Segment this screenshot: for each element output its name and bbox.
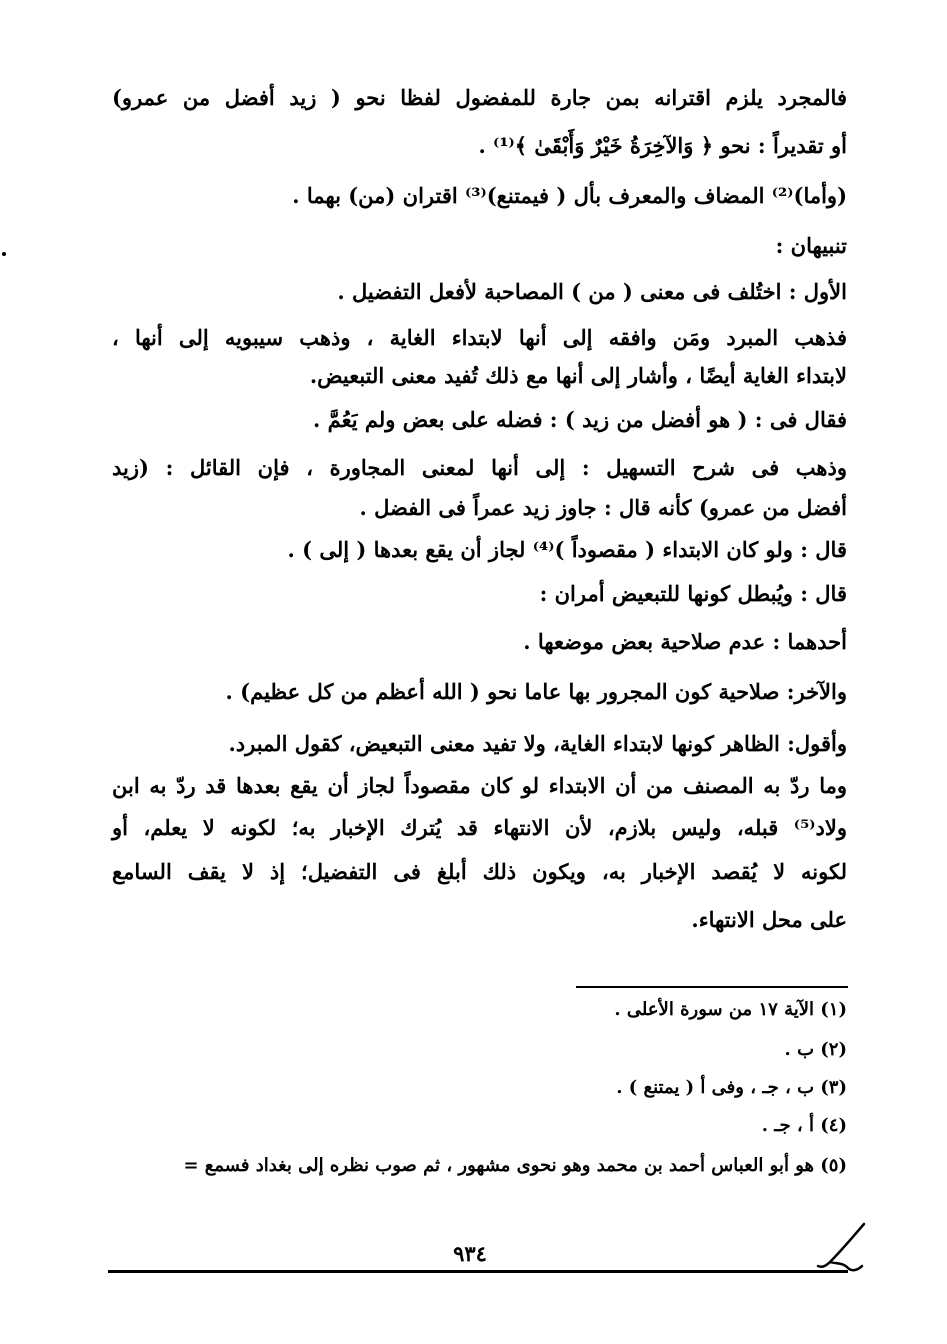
footnote: (٥) هو أبو العباس أحمد بن محمد وهو نحوى مشهور ، ثم صوب نظره إلى بغداد فسمع = — [183, 1155, 847, 1176]
body-line: فالمجرد يلزم اقترانه بمن جارة للمفضول لفظا نحو ( زيد أفضل من عمرو) — [112, 85, 847, 110]
body-line: (وأما)⁽²⁾ المضاف والمعرف بأل ( فيمتنع)⁽³⁾ اقتران (من) بهما . — [292, 183, 847, 208]
footnote: (٣) ب ، جـ ، وفى أ ( يمتنع ) . — [616, 1077, 847, 1098]
body-line: وذهب فى شرح التسهيل : إلى أنها لمعنى المجاورة ، فإن القائل : (زيد — [112, 455, 847, 480]
body-line: لكونه لا يُقصد الإخبار به، ويكون ذلك أبلغ فى التفضيل؛ إذ لا يقف السامع — [112, 859, 847, 884]
body-line: فذهب المبرد ومَن وافقه إلى أنها لابتداء الغاية ، وذهب سيبويه إلى أنها ، — [112, 325, 847, 350]
handwritten-mark — [812, 1218, 872, 1278]
margin-speck — [2, 252, 6, 256]
body-line: قال : ويُبطل كونها للتبعيض أمران : — [539, 581, 847, 606]
page-number: ٩٣٤ — [453, 1241, 487, 1266]
footnote: (١) الآية ١٧ من سورة الأعلى . — [614, 999, 847, 1020]
body-line: وما ردّ به المصنف من أن الابتداء لو كان مقصوداً لجاز أن يقع بعدها قد ردّ به ابن — [112, 773, 847, 798]
body-line: أحدهما : عدم صلاحية بعض موضعها . — [523, 629, 847, 654]
body-line: لابتداء الغاية أيضًا ، وأشار إلى أنها مع ذلك تُفيد معنى التبعيض. — [309, 363, 847, 388]
body-line: ولاد⁽⁵⁾ قبله، وليس بلازم، لأن الانتهاء قد يُترك الإخبار به؛ لكونه لا يعلم، أو — [112, 815, 847, 840]
footnote: (٤) أ ، جـ . — [761, 1115, 847, 1136]
bottom-rule — [108, 1270, 848, 1273]
footnote: (٢) ب . — [784, 1039, 847, 1060]
body-line: على محل الانتهاء. — [691, 907, 847, 932]
body-line: والآخر: صلاحية كون المجرور بها عاما نحو ( الله أعظم من كل عظيم) . — [225, 679, 847, 704]
body-line: أو تقديراً : نحو ﴿ وَالآخِرَةُ خَيْرٌ وَأَبْقَىٰ ﴾⁽¹⁾ . — [478, 133, 847, 158]
body-line: الأول : اختُلف فى معنى ( من ) المصاحبة لأفعل التفضيل . — [337, 279, 847, 304]
body-line: قال : ولو كان الابتداء ( مقصوداً )⁽⁴⁾ لجاز أن يقع بعدها ( إلى ) . — [287, 537, 847, 562]
section-heading: تنبيهان : — [775, 233, 847, 258]
body-line: فقال فى : ( هو أفضل من زيد ) : فضله على بعض ولم يَعُمَّ . — [313, 407, 847, 432]
body-line: وأقول: الظاهر كونها لابتداء الغاية، ولا تفيد معنى التبعيض، كقول المبرد. — [228, 731, 847, 756]
footnote-separator — [576, 986, 848, 988]
body-line: أفضل من عمرو) كأنه قال : جاوز زيد عمراً فى الفضل . — [359, 495, 847, 520]
